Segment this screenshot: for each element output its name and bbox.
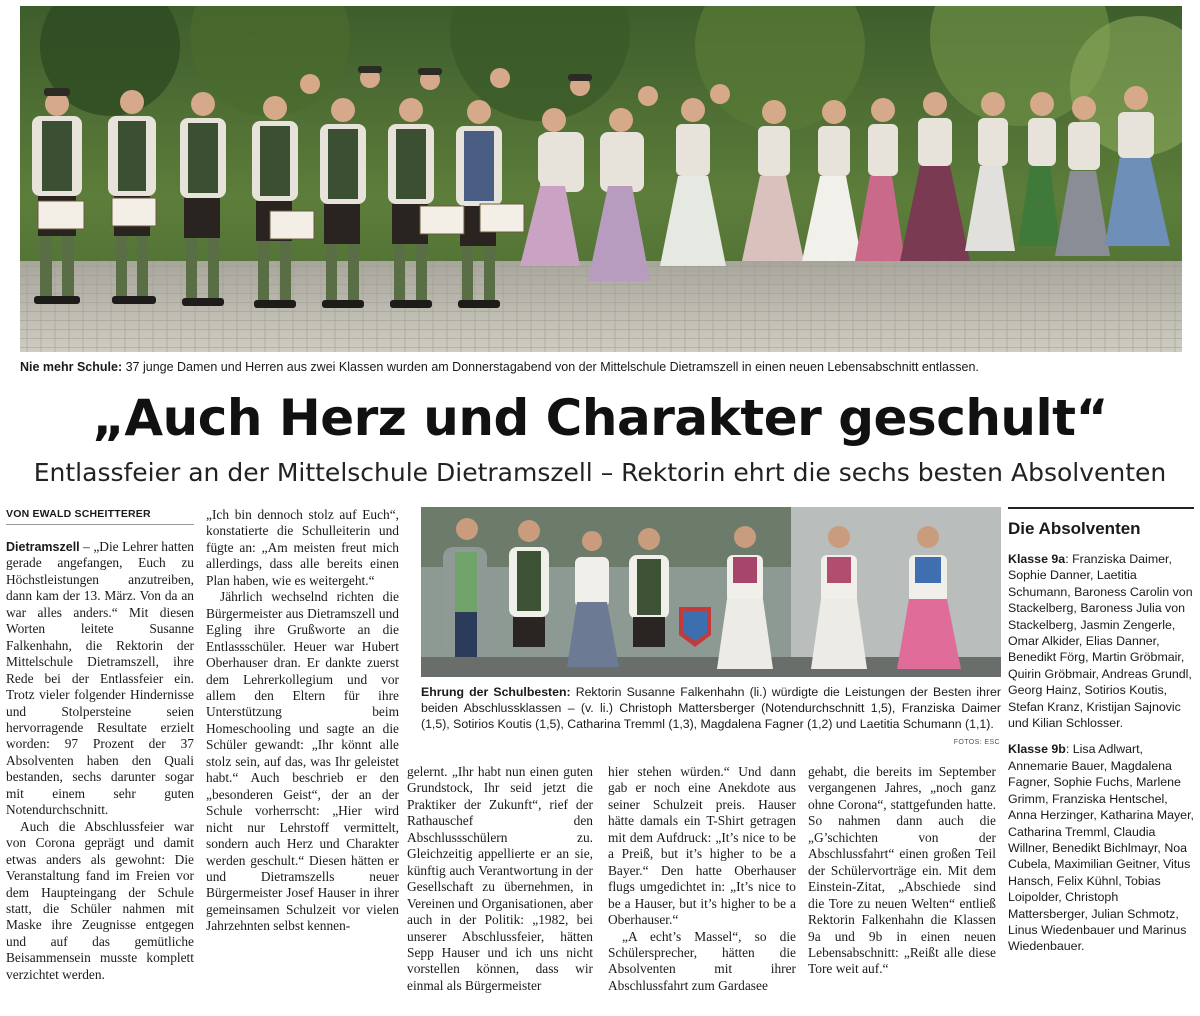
honors-photo-illustration <box>421 507 1001 677</box>
graduates-sidebar <box>1008 507 1194 965</box>
article-paragraph: gehabt, die bereits im September vergangenen Jahres, „noch ganz ohne Corona“, stattgefunden hatte. So nahmen dann auch die „G’schichten von der Abschlussfahrt“ einen großen Teil der Schülervorträge ein. Mit dem Einstein-Zitat, „Abschiede sind die Tore zu neuen Welten“ entließ Rektorin Falkenhahn die Klassen 9a und 9b in einen neuen Lebensabschnitt: „Reißt alle diese Tore weit auf.“ <box>808 764 996 977</box>
main-caption-lead: Nie mehr Schule: <box>20 360 123 374</box>
article-column-4 <box>608 764 796 1011</box>
byline: VON EWALD SCHEITTERER <box>6 508 194 525</box>
subheadline: Entlassfeier an der Mittelschule Dietramszell – Rektorin ehrt die sechs besten Absolventen <box>33 458 1167 487</box>
honors-photo <box>421 507 1001 677</box>
dateline: Dietramszell <box>6 540 80 554</box>
paragraph-text: – „Die Lehrer hatten gerade angefangen, Euch zu Höchstleistungen anzutreiben, dann kam der 13. März. Von da an war alles anders.“ Mit diesen Worten leitete Susanne Falkenhahn, die Rektorin der Mittelschule Dietramszell, ihre Rede bei der Entlassfeier ein. Trotz vieler folgender Hindernisse und Stolpersteine seien hervorragende Resultate erzielt worden: 97 Prozent der 37 Absolventen haben den Quali bestanden, sechs darunter sogar mit einem sehr guten Notendurchschnitt. <box>6 539 194 818</box>
article-paragraph: gelernt. „Ihr habt nun einen guten Grundstock, Ihr seid jetzt die Praktiker der Zukunft“, rief der Rathauschef den Abschlussschülern zu. Gleichzeitig appellierte er an sie, künftig auch Verantwortung in der Gesellschaft zu übernehmen, in Vereinen und Organisationen, aber auch in der Politik: „1982, bei unserer Abschlussfeier, hätten Sepp Hauser und ich uns nicht vorstellen können, dass wir einmal als Bürgermeister <box>407 764 593 993</box>
article-column-2 <box>206 507 399 1011</box>
sidebar-title: Die Absolventen <box>1008 519 1141 538</box>
class-9a-label: Klasse 9a <box>1008 552 1066 566</box>
article-paragraph <box>6 539 194 819</box>
headline: „Auch Herz und Charakter geschult“ <box>92 389 1108 447</box>
honors-caption-lead: Ehrung der Schulbesten: <box>421 685 571 699</box>
honors-photo-caption <box>421 684 1001 732</box>
class-9b-names: : Lisa Adlwart, Annemarie Bauer, Magdalena Fagner, Sophie Fuchs, Marlene Grimm, Franziska Hentschel, Anna Herzinger, Katharina Mayer, Catharina Tremml, Claudia Willner, Benedikt Bichlmayr, Noa Cubela, Maximilian Geitner, Vitus Hansch, Felix Kühnl, Tobias Loipolder, Christoph Mattersberger, Julian Schmotz, Linus Wiedenbauer und Marinus Wiedenbauer. <box>1008 742 1194 954</box>
article-column-3 <box>407 764 593 1011</box>
class-9b-label: Klasse 9b <box>1008 742 1066 757</box>
article-paragraph: „A echt’s Massel“, so die Schülersprecher, hätten die Absolventen mit ihrer Abschlussfahrt zum Gardasee <box>608 928 796 993</box>
article-paragraph: hier stehen würden.“ Und dann gab er noch eine Anekdote aus seiner Schulzeit preis. Hauser hätte damals ein T-Shirt getragen mit dem Aufdruck: „It’s nice to be a Preiß, but it’s higher to be a Bayer.“ Den hatte Oberhauser flugs umgedichtet in: „It’s nice to be a Hauser, but it’s higher to be a Oberhauser.“ <box>608 764 796 928</box>
article-column-1 <box>6 539 194 1011</box>
article-paragraph: „Ich bin dennoch stolz auf Euch“, konstatierte die Schulleiterin und fügte an: „Am meisten freut mich allerdings, dass alle bereits einen Plan haben, wie es weitergeht.“ <box>206 507 399 588</box>
class-9a-names: : Franziska Daimer, Sophie Danner, Laetitia Schumann, Baroness Carolin von Stackelberg, Baroness Julia von Stackelberg, Jasmin Zengerle, Omar Alkider, Elias Danner, Benedikt Förg, Martin Gröbmair, Quirin Gröbmair, Andreas Grundl, Georg Hainz, Sotirios Koutis, Stefan Kranz, Kristijan Sajnovic und Kilian Schlosser. <box>1008 552 1193 731</box>
group-photo <box>20 6 1182 352</box>
main-caption-text: 37 junge Damen und Herren aus zwei Klassen wurden am Donnerstagabend von der Mittelschule Dietramszell in einen neuen Lebensabschnitt entlassen. <box>122 360 979 374</box>
class-9b-list <box>1008 741 1194 954</box>
class-9a-list <box>1008 551 1194 731</box>
main-photo-caption <box>20 359 1182 375</box>
article-column-5 <box>808 764 996 1011</box>
article-paragraph: Jährlich wechselnd richten die Bürgermeister aus Dietramszell und Egling ihre Grußworte an die Entlassschüler. Heuer war Hubert Oberhauser dran. Er dankte zuerst dem Lehrerkollegium und vor allem den Eltern für ihre Unterstützung beim Homeschooling und sagte an die Schüler gewandt: „Ihr könnt alle stolz sein, auf das, was Ihr geleistet habt.“ Auch beschrieb er den „besonderen Geist“, der an der Schule vorherrscht: „Hier wird nicht nur Lehrstoff vermittelt, sondern auch Herz und Charakter werden geschult.“ Diesen hätten er und Dietramszells neuer Bürgermeister Josef Hauser in ihrer gemeinsamen Schulzeit vor vielen Jahrzehnten selbst kennen- <box>206 589 399 934</box>
group-photo-illustration <box>20 6 1182 352</box>
honors-caption-text: Rektorin Susanne Falkenhahn (li.) würdigte die Leistungen der Besten ihrer beiden Abschlussklassen – (v. li.) Christoph Mattersberger (Notendurchschnitt 1,5), Franziska Daimer (1,5), Sotirios Koutis (1,5), Catharina Tremml (1,3), Magdalena Fagner (1,2) und Laetitia Schumann (1,1). <box>421 685 1001 731</box>
article-paragraph: Auch die Abschlussfeier war von Corona geprägt und damit etwas anders als gewohnt: Die Veranstaltung fand im Freien vor dem Haupteingang der Schule statt, die Schüler nahmen mit Maske ihre Zeugnisse entgegen und auf das gemütliche Beisammensein musste komplett verzichtet werden. <box>6 818 194 982</box>
photo-credit: FOTOS: ESC <box>953 739 1000 746</box>
